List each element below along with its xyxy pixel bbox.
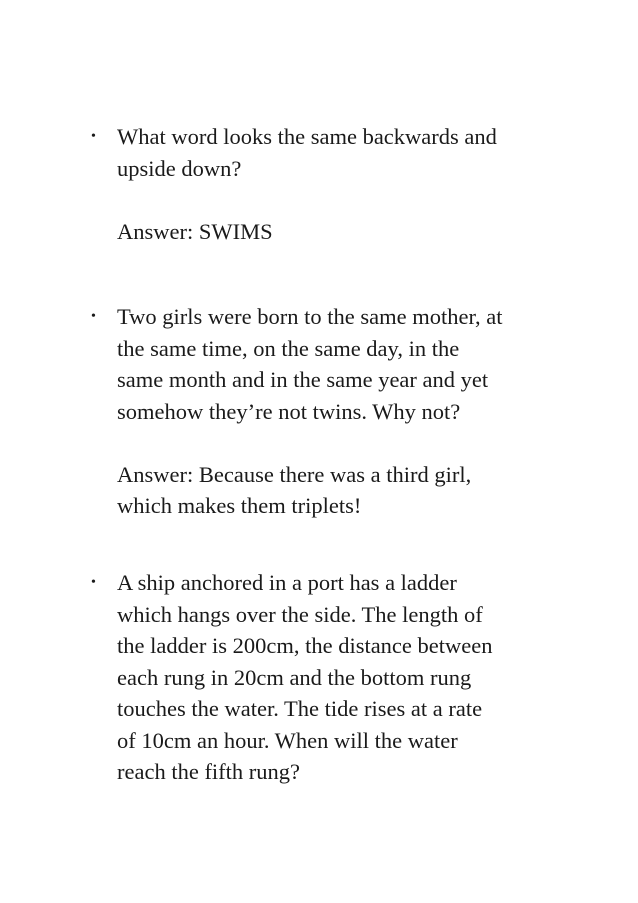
question-line: reach the fifth rung? [117, 759, 301, 784]
paragraph-gap [117, 184, 587, 216]
riddle-item [91, 567, 587, 788]
riddle-item [91, 121, 587, 247]
riddle-item [91, 301, 587, 522]
bullet-icon: • [91, 129, 96, 144]
answer-line: Answer: SWIMS [117, 218, 273, 244]
question-line: touches the water. The tide rises at a rate [117, 696, 483, 721]
question-line: the same time, on the same day, in the [117, 335, 460, 361]
question-line: of 10cm an hour. When will the water [117, 727, 458, 753]
question-line: Two girls were born to the same mother, at [117, 304, 503, 329]
question-line: A ship anchored in a port has a ladder [117, 570, 457, 595]
paragraph-gap [117, 427, 587, 459]
question-line: upside down? [117, 155, 242, 181]
question-line: somehow they’re not twins. Why not? [117, 398, 461, 424]
bullet-icon: • [91, 309, 96, 324]
question-line: each rung in 20cm and the bottom rung [117, 664, 472, 690]
question-line: What word looks the same backwards and [117, 124, 497, 149]
answer-line: which makes them triplets! [117, 493, 362, 518]
answer-line: Answer: Because there was a third girl, [117, 461, 472, 487]
question-line: the ladder is 200cm, the distance between [117, 633, 493, 658]
question-line: which hangs over the side. The length of [117, 601, 483, 627]
bullet-icon: • [91, 575, 96, 590]
question-line: same month and in the same year and yet [117, 367, 489, 392]
